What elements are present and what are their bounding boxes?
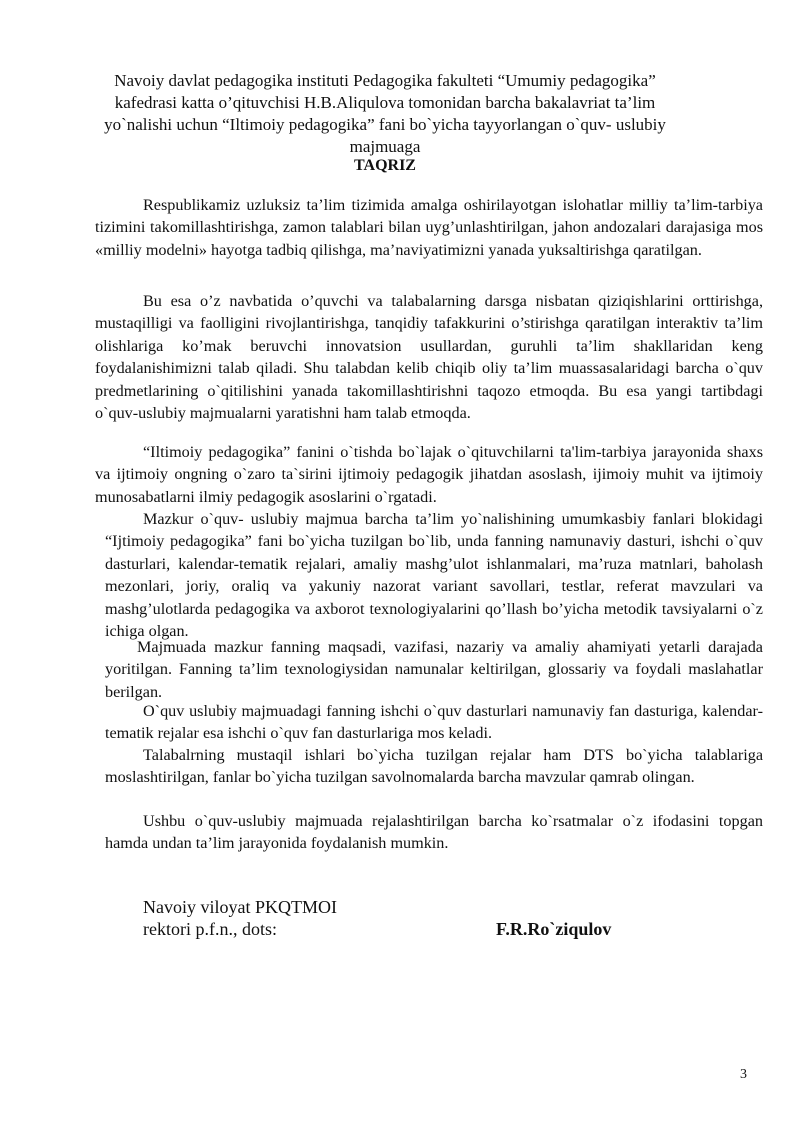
paragraph-7: Talabalrning mustaqil ishlari bo`yicha tuzilgan rejalar ham DTS bo`yicha talablariga moslashtirilgan, fanlar bo`yicha tuzilgan savolnomalarda barcha mavzular qamrab olingan.: [105, 746, 763, 787]
signature-position: rektori p.f.n., dots:: [143, 919, 277, 939]
paragraph-4: Mazkur o`quv- uslubiy majmua barcha ta’lim yo`nalishining umumkasbiy fanlari blokidagi “Ijtimoiy pedagogika” fani bo`yicha tuzilgan bo`lib, unda fanning namunaviy dasturi, ishchi o`quv dasturlari, kalendar-tematik rejalari, amaliy mashg’ulot ishlanmalari, ma’ruza matnlari, baholash mezonlari, joriy, oraliq va yakuniy nazorat variant savollari, testlar, referat mavzulari va mashg’ulotlarda pedagogika va axborot texnologiyalarini qo’llash bo’yicha metodik tavsiyalarni o`z ichiga olgan.: [105, 510, 763, 641]
signature-organization: Navoiy viloyat PKQTMOI: [143, 897, 337, 917]
page-number: 3: [740, 1067, 747, 1082]
paragraph-8: Ushbu o`quv-uslubiy majmuada rejalashtirilgan barcha ko`rsatmalar o`z ifodasini topgan hamda undan ta’lim jarayonida foydalanish mumkin.: [105, 812, 763, 853]
document-heading: Navoiy davlat pedagogika instituti Pedagogika fakulteti “Umumiy pedagogika” kafedrasi katta o’qituvchisi H.B.Aliqulova tomonidan barcha bakalavriat ta’lim yo`nalishi uchun “Iltimoiy pedagogika” fani bo`yicha tayyorlangan o`quv- uslubiy majmuaga: [104, 71, 666, 156]
document-title: TAQRIZ: [354, 157, 416, 174]
paragraph-3: “Iltimoiy pedagogika” fanini o`tishda bo`lajak o`qituvchilarni ta'lim-tarbiya jarayonida shaxs va ijtimoiy ongning o`zaro ta`sirini ijtimoiy pedagogik jihatdan asoslash, ijimoiy muhit va ijtimoiy munosabatlarni ilmiy pedagogik asoslarini o`rgatadi.: [95, 443, 763, 506]
paragraph-1: Respublikamiz uzluksiz ta’lim tizimida amalga oshirilayotgan islohatlar milliy ta’lim-tarbiya tizimini takomillashtirishga, zamon talablari bilan uyg’unlashtirilgan, jahon andozalari darajasiga mos «milliy modelni» hayotga tadbiq qilishga, ma’naviyatimizni yanada yuksaltirishga qaratilgan.: [95, 196, 763, 259]
signature-name: F.R.Ro`ziqulov: [496, 919, 612, 939]
paragraph-6: O`quv uslubiy majmuadagi fanning ishchi o`quv dasturlari namunaviy fan dasturiga, kalendar-tematik rejalar esa ishchi o`quv fan dasturlariga mos keladi.: [105, 702, 763, 743]
paragraph-5: Majmuada mazkur fanning maqsadi, vazifasi, nazariy va amaliy ahamiyati yetarli darajada yoritilgan. Fanning ta’lim texnologiysidan namunalar keltirilgan, glossariy va foydali maslahatlar berilgan.: [105, 638, 763, 701]
paragraph-2: Bu esa o’z navbatida o’quvchi va talabalarning darsga nisbatan qiziqishlarini orttirishga, mustaqilligi va faolligini rivojlantirishga, tanqidiy tafakkurini o’stirishga qaratilgan interaktiv ta’lim olishlariga ko’mak beruvchi innovatsion usullardan, guruhli ta’lim shakllaridan keng foydalanishimizni talab qiladi. Shu talabdan kelib chiqib oliy ta’lim muassasalaridagi barcha o`quv predmetlarining o`qitilishini yanada takomillashtirishni taqozo etmoqda. Bu esa yangi tartibdagi o`quv-uslubiy majmualarni yaratishni ham talab etmoqda.: [95, 292, 763, 423]
